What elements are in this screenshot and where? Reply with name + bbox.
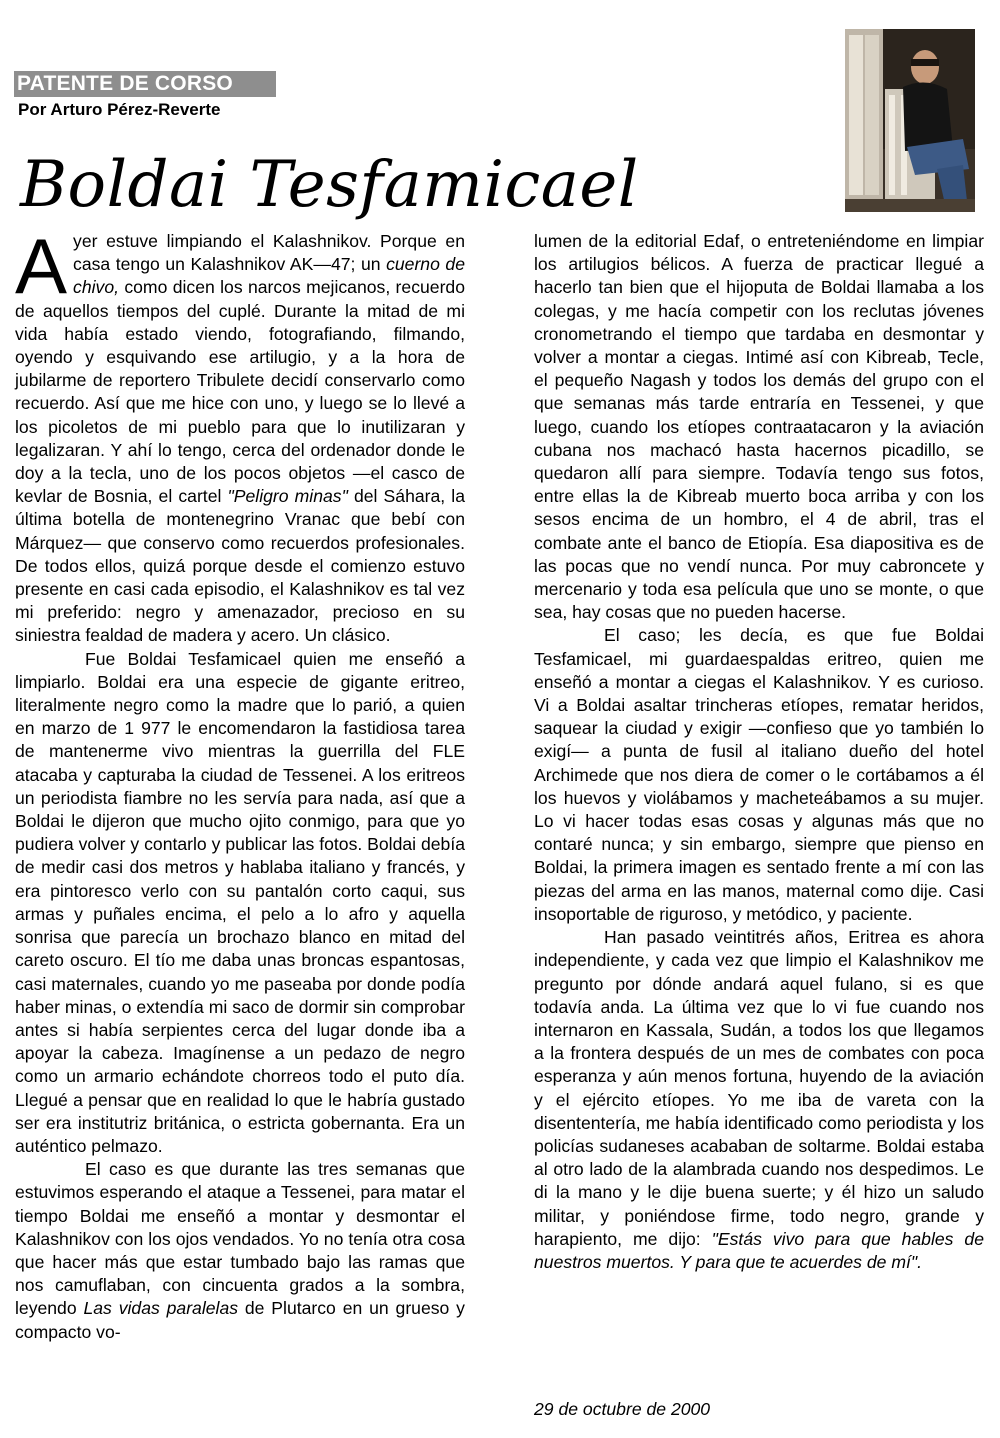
text-run: El caso es que durante las tres semanas que estuvimos esperando el ataque a Tessenei, para matar el tiempo Boldai me enseñó a montar y desmontar el Kalashnikov con los ojos vendados. Yo no tenía otra cosa que hacer más que estar tumbado bajo las ramas que nos camuflaban, con cincuenta grados a la sombra, leyendo xyxy=(15,1159,465,1319)
closing-quote: "Estás vivo para que hables de nuestros muertos. Y para que te acuerdes de mí". xyxy=(534,1228,984,1272)
paragraph xyxy=(15,222,465,648)
author-photo xyxy=(845,29,975,212)
article-title: Boldai Tesfamicael xyxy=(20,148,639,222)
section-kicker: PATENTE DE CORSO xyxy=(14,71,276,97)
drop-cap: A xyxy=(15,222,68,310)
text-emphasis: cuerno de chivo, xyxy=(73,254,465,298)
publication-date: 29 de octubre de 2000 xyxy=(534,1399,711,1419)
book-title: Las vidas paralelas xyxy=(83,1298,239,1319)
text-run: como dicen los narcos mejicanos, recuerdo de aquellos tiempos del cuplé. Durante la mitad de mi vida había estado viendo, fotografiando, filmando, oyendo y esquivando ese artilugio, y a la hora de jubilarme de reportero Tribulete decidí conservarlo como recuerdo. Así que me hice con uno, y luego se lo llevé a los picoletos de mi pueblo para que lo inutilizaran y legalizaran. Y ahí lo tengo, cerca del ordenador donde le doy a la tecla, uno de los pocos objetos —el casco de kevlar de Bosnia, el cartel xyxy=(15,277,465,507)
text-run: de Plutarco en un grueso y compacto vo- xyxy=(15,1298,465,1342)
paragraph: El caso; les decía, es que fue Boldai Tesfamicael, mi guardaespaldas eritreo, quien me enseñó a montar a ciegas el Kalashnikov. Y es curioso. Vi a Boldai asaltar trincheras etíopes, rematar heridos, saquear la ciudad y exigir —confieso que yo también lo exigí— a punta de fusil al italiano dueño del hotel Archimede que nos diera de comer o le cortábamos a él los huevos y violábamos y macheteábamos a su mujer. Lo vi hacer todas esas cosas y algunas más que no contaré nunca; y sin embargo, siempre que pienso en Boldai, la primera imagen es sentado frente a mí con las piezas del arma en las manos, maternal como dije. Casi insoportable de riguroso, y metódico, y paciente. xyxy=(534,625,984,924)
text-run: del Sáhara, la última botella de montenegrino Vranac que bebí con Márquez— que conservo como recuerdos profesionales. De todos ellos, quizá porque desde el comienzo estuvo presente en casi cada episodio, el Kalashnikov es tal vez mi preferido: negro y amenazador, precioso en su siniestra fealdad de madera y acero. Un clásico. xyxy=(15,486,465,646)
article-column-right xyxy=(534,230,984,1274)
paragraph xyxy=(534,926,984,1274)
text-emphasis: "Peligro minas" xyxy=(227,486,348,507)
paragraph: lumen de la editorial Edaf, o entreteniéndome en limpiar los artilugios bélicos. A fuerza de practicar llegué a hacerlo tan bien que el hijoputa de Boldai llamaba a los colegas, y me hacía competir con los reclutas jóvenes cronometrando el tiempo que tardaba en desmontar y volver a montar a ciegas. Intimé así con Kibreab, Tecle, el pequeño Nagash y todos los demás del grupo con el que semanas más tarde entraría en Tessenei, y que luego, cuando los etíopes contraatacaron y la aviación cubana nos machacó hasta hacernos picadillo, se quedaron allí para siempre. Todavía tengo sus fotos, entre ellas la de Kibreab muerto boca arriba y con los sesos encima de un hombro, el 4 de abril, tras el combate ante el banco de Etiopía. Esa diapositiva es de las pocas que no vendí nunca. Por muy cabroncete y mercenario y toda esa película que uno se monte, o que sea, hay cosas que no pueden hacerse. xyxy=(534,231,984,623)
paragraph xyxy=(15,1158,465,1344)
text-run: yer estuve limpiando el Kalashnikov. Porque en casa tengo un Kalashnikov AK—47; un xyxy=(73,231,465,275)
paragraph: Fue Boldai Tesfamicael quien me enseñó a limpiarlo. Boldai era una especie de gigante eritreo, literalmente negro como la madre que lo parió, a quien en marzo de 1 977 le encomendaron la fastidiosa tarea de mantenerme vivo mientras la guerrilla del FLE atacaba y capturaba la ciudad de Tessenei. A los eritreos un periodista fiambre no les servía para nada, así que a Boldai le dijeron que mucho ojito conmigo, para que yo pudiera volver y contarlo y publicar las fotos. Boldai debía de medir casi dos metros y hablaba italiano y francés, y era pintoresco verlo con su pantalón corto caqui, sus armas y puñales encima, el pelo a lo afro y aquella sonrisa que parecía un brochazo blanco en mitad del careto oscuro. El tío me daba unas broncas espantosas, casi maternales, cuando yo me paseaba por donde podía haber minas, o extendía mi saco de dormir sin comprobar antes si había serpientes cerca del lugar donde iba a apoyar la cabeza. Imagínense a un pedazo de negro como un armario echándote chorreos todo el puto día. Llegué a pensar que en realidad lo que le habría gustado ser era institutriz británica, o estricta gobernanta. Era un auténtico pelmazo. xyxy=(15,648,465,1156)
author-byline: Por Arturo Pérez-Reverte xyxy=(18,100,221,119)
text-run: Han pasado veintitrés años, Eritrea es ahora independiente, y cada vez que limpio el Kalashnikov me pregunto por dónde andará aquel fulano, si es que todavía anda. La última vez que lo vi fue cuando nos internaron en Kassala, Sudán, a todos los que llegamos a la frontera después de un mes de combates con poca esperanza y aún menos fortuna, huyendo de la aviación y el ejército etíopes. Yo me iba de vareta con la disententería, me había identificado como periodista y los policías sudaneses acababan de soltarme. Boldai estaba al otro lado de la alambrada cuando nos despedimos. Le di la mano y le dije buena suerte; y él hizo un saludo militar, y poniéndose firme, todo negro, grande y harapiento, me dijo: xyxy=(534,927,984,1249)
article-column-left xyxy=(15,222,465,1344)
